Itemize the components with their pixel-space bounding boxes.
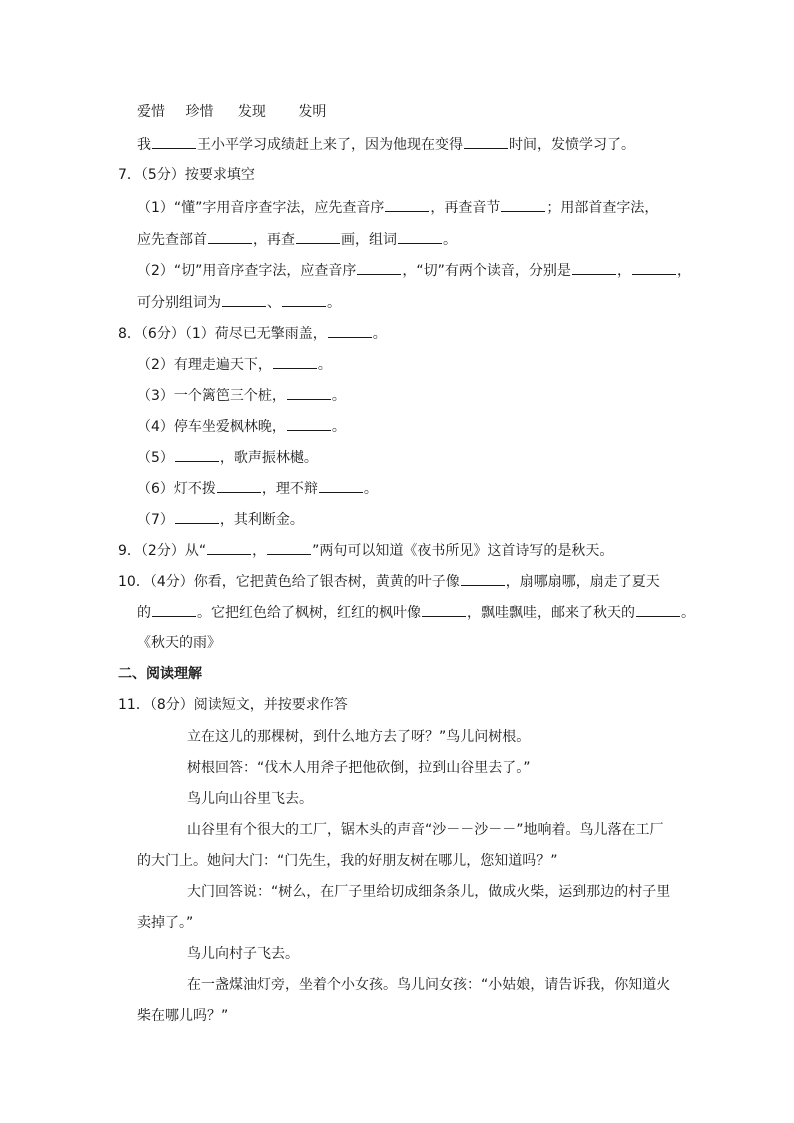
word-option: 珍惜 xyxy=(185,104,214,120)
text: 8．（6分）（1）荷尽已无擎雨盖， xyxy=(118,326,327,342)
answer-blank[interactable] xyxy=(632,260,676,275)
q10-line2 xyxy=(137,602,695,623)
answer-blank[interactable] xyxy=(287,416,331,431)
text: （7） xyxy=(137,512,174,528)
text: ，飘哇飘哇，邮来了秋天的 xyxy=(467,605,635,621)
text: （1）“懂”字用音序查字法，应先查音序 xyxy=(137,200,385,216)
answer-blank[interactable] xyxy=(175,447,219,462)
answer-blank[interactable] xyxy=(217,478,261,493)
passage-paragraph: 在一盏煤油灯旁，坐着个小女孩。鸟儿问女孩：“小姑娘，请告诉我，你知道火 xyxy=(187,977,671,993)
q11-title: 11．（8分）阅读短文，并按要求作答 xyxy=(118,697,348,713)
text: 。 xyxy=(681,605,695,621)
q8-item-1 xyxy=(118,323,387,344)
text: ，扇哪扇哪，扇走了夏天 xyxy=(505,574,660,590)
passage-paragraph: 鸟儿向山谷里飞去。 xyxy=(187,791,313,807)
answer-blank[interactable] xyxy=(273,354,317,369)
text: 9．（2分）从“ xyxy=(118,543,207,559)
answer-blank[interactable] xyxy=(296,229,340,244)
answer-blank[interactable] xyxy=(398,229,442,244)
answer-blank[interactable] xyxy=(328,323,372,338)
text: ，再查音节 xyxy=(430,200,501,216)
text: ，理不辩 xyxy=(261,481,318,497)
text: 10．（4分）你看，它把黄色给了银杏树，黄黄的叶子像 xyxy=(118,574,460,590)
q7-part2-line2 xyxy=(137,292,341,313)
q6-sentence xyxy=(137,134,635,155)
answer-blank[interactable] xyxy=(175,509,219,524)
word-options xyxy=(137,102,326,122)
answer-blank[interactable] xyxy=(208,229,252,244)
text: 的 xyxy=(137,605,151,621)
q7-part1-line1 xyxy=(137,197,658,218)
q8-item-7 xyxy=(137,509,304,530)
text: （3）一个篱笆三个桩， xyxy=(137,388,286,404)
q8-item-4 xyxy=(137,416,346,437)
word-option: 爱惜 xyxy=(137,104,165,120)
q10-line1 xyxy=(118,571,660,592)
answer-blank[interactable] xyxy=(152,602,196,617)
text: 可分别组词为 xyxy=(137,295,221,311)
text: 。 xyxy=(317,357,332,373)
q8-item-3 xyxy=(137,385,346,406)
answer-blank[interactable] xyxy=(501,197,545,212)
text: ，歌声振林樾。 xyxy=(219,450,318,466)
text: 时间，发愤学习了。 xyxy=(509,137,635,153)
text: （2）有理走遍天下， xyxy=(137,357,272,373)
q7-part1-line2 xyxy=(137,229,457,250)
text: 。 xyxy=(443,232,457,248)
text: ， xyxy=(252,543,267,559)
answer-blank[interactable] xyxy=(357,260,401,275)
text: 。 xyxy=(331,388,346,404)
answer-blank[interactable] xyxy=(282,292,326,307)
text: 。它把红色给了枫树，红红的枫叶像 xyxy=(197,605,421,621)
text: 我 xyxy=(137,137,151,153)
text: ；用部首查字法， xyxy=(546,200,659,216)
q9 xyxy=(118,540,613,561)
answer-blank[interactable] xyxy=(207,540,251,555)
text: ，“切”有两个读音，分别是 xyxy=(402,263,571,279)
text: （2）“切”用音序查字法，应查音序 xyxy=(137,263,357,279)
answer-blank[interactable] xyxy=(464,134,508,149)
section-heading: 二、阅读理解 xyxy=(118,666,202,682)
answer-blank[interactable] xyxy=(287,385,331,400)
q8-item-5 xyxy=(137,447,318,468)
text: ，再查 xyxy=(253,232,295,248)
answer-blank[interactable] xyxy=(267,540,311,555)
passage-paragraph: 山谷里有个很大的工厂，锯木头的声音“沙－－沙－－”地响着。鸟儿落在工厂 xyxy=(187,822,664,838)
answer-blank[interactable] xyxy=(461,571,505,586)
passage-paragraph-cont: 的大门上。她问大门：“门先生，我的好朋友树在哪儿，您知道吗？” xyxy=(137,853,558,869)
answer-blank[interactable] xyxy=(636,602,680,617)
passage-paragraph: 大门回答说：“树么，在厂子里给切成细条条儿，做成火柴，运到那边的村子里 xyxy=(187,884,671,900)
q8-item-6 xyxy=(137,478,378,499)
word-option: 发现 xyxy=(237,104,266,120)
text: 、 xyxy=(267,295,281,311)
text: 应先查部首 xyxy=(137,232,207,248)
passage-paragraph: 树根回答：“伐木人用斧子把他砍倒，拉到山谷里去了。” xyxy=(187,760,531,776)
answer-blank[interactable] xyxy=(385,197,429,212)
q7-part2-line1 xyxy=(137,260,691,281)
text: 。 xyxy=(363,481,378,497)
text: 王小平学习成绩赶上来了，因为他现在变得 xyxy=(197,137,463,153)
answer-blank[interactable] xyxy=(222,292,266,307)
word-option: 发明 xyxy=(298,104,327,120)
passage-paragraph-cont: 柴在哪儿吗？” xyxy=(137,1008,229,1024)
text: （5） xyxy=(137,450,174,466)
q7-title: 7．（5分）按要求填空 xyxy=(118,167,255,183)
answer-blank[interactable] xyxy=(152,134,196,149)
answer-blank[interactable] xyxy=(319,478,363,493)
text: 。 xyxy=(372,326,387,342)
answer-blank[interactable] xyxy=(572,260,616,275)
text: ， xyxy=(676,263,691,279)
text: （4）停车坐爱枫林晚， xyxy=(137,419,286,435)
text: ， xyxy=(616,263,631,279)
text: （6）灯不拨 xyxy=(137,481,216,497)
passage-paragraph-cont: 卖掉了。” xyxy=(137,915,194,931)
text: ，其利断金。 xyxy=(219,512,304,528)
text: ”两句可以知道《夜书所见》这首诗写的是秋天。 xyxy=(312,543,614,559)
passage-paragraph: 鸟儿向村子飞去。 xyxy=(187,946,299,962)
q8-item-2 xyxy=(137,354,332,375)
text: 。 xyxy=(331,419,346,435)
text: 。 xyxy=(327,295,341,311)
q10-source: 《秋天的雨》 xyxy=(137,635,221,651)
passage-paragraph: 立在这儿的那棵树，到什么地方去了呀？”鸟儿问树根。 xyxy=(187,729,531,745)
text: 画，组词 xyxy=(341,232,397,248)
answer-blank[interactable] xyxy=(422,602,466,617)
